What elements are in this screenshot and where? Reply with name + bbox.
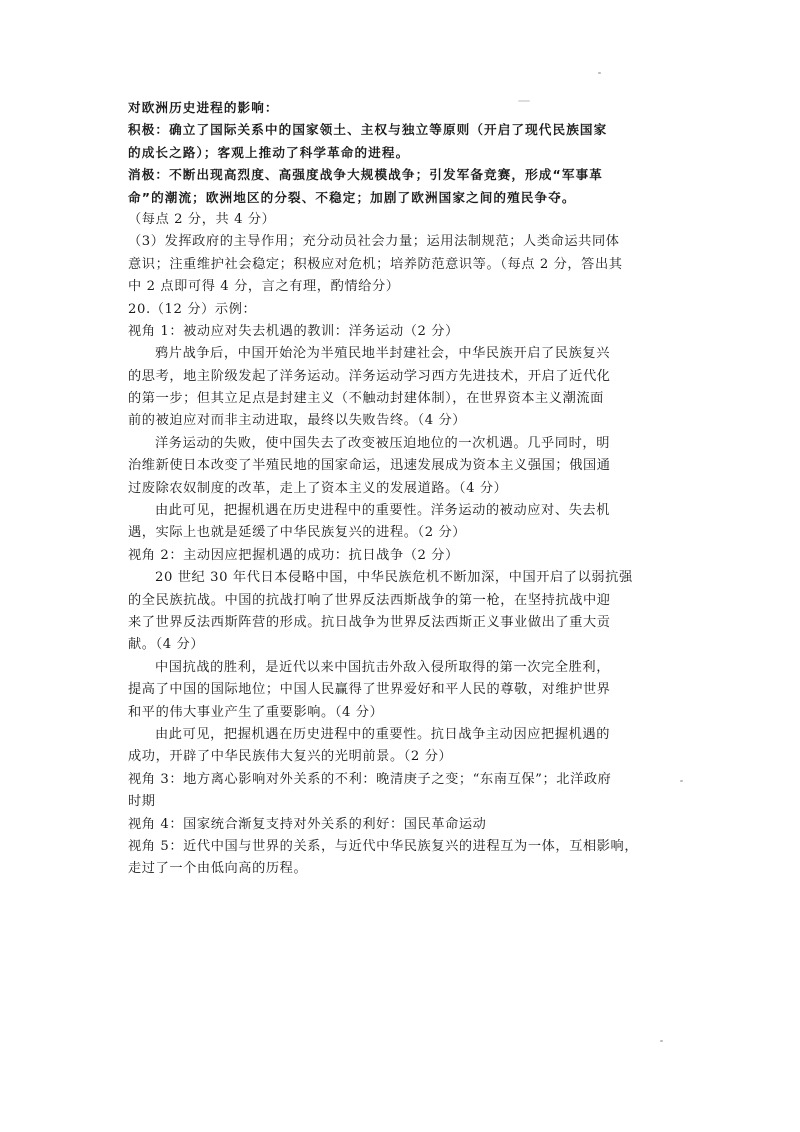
text-line: 和平的伟大事业产生了重要影响。（4 分） (128, 704, 384, 720)
text-line: 时期 (128, 794, 156, 810)
scan-speck (680, 780, 683, 782)
text-line: 过废除农奴制度的改革，走上了资本主义的发展道路。（4 分） (128, 480, 508, 496)
text-line: 来了世界反法西斯阵营的形成。抗日战争为世界反法西斯正义事业做出了重大贡 (128, 614, 611, 630)
text-line: 的全民族抗战。中国的抗战打响了世界反法西斯战争的第一枪，在坚持抗战中迎 (128, 592, 611, 608)
text-line: 的思考，地主阶级发起了洋务运动。洋务运动学习西方先进技术，开启了近代化 (128, 368, 611, 384)
text-line: 的成长之路）；客观上推动了科学革命的进程。 (128, 144, 410, 160)
text-line: 命”的潮流；欧洲地区的分裂、不稳定；加剧了欧洲国家之间的殖民争夺。 (128, 189, 576, 205)
text-line: 视角 1：被动应对失去机遇的教训：洋务运动（2 分） (128, 323, 459, 339)
text-line: 前的被迫应对而非主动进取，最终以失败告终。（4 分） (128, 413, 467, 429)
text-line: 20.（12 分）示例： (128, 301, 257, 317)
text-line: 视角 5：近代中国与世界的关系，与近代中华民族复兴的进程互为一体，互相影响， (128, 838, 639, 854)
text-line: 积极：确立了国际关系中的国家领土、主权与独立等原则（开启了现代民族国家 (128, 122, 608, 138)
text-line: 洋务运动的失败，使中国失去了改变被压迫地位的一次机遇。几乎同时，明 (155, 435, 610, 451)
text-line: 的第一步；但其立足点是封建主义（不触动封建体制），在世界资本主义潮流面 (128, 391, 604, 407)
text-line: 中国抗战的胜利，是近代以来中国抗击外敌入侵所取得的第一次完全胜利， (155, 659, 610, 675)
text-line: 治维新使日本改变了半殖民地的国家命运，迅速发展成为资本主义强国；俄国通 (128, 458, 611, 474)
scan-speck (598, 72, 601, 74)
text-line: 视角 2：主动因应把握机遇的成功：抗日战争（2 分） (128, 547, 459, 563)
text-line: 消极：不断出现高烈度、高强度战争大规模战争；引发军备竞赛，形成“军事革 (128, 167, 603, 183)
text-line: 由此可见，把握机遇在历史进程中的重要性。洋务运动的被动应对、失去机 (155, 503, 610, 519)
text-line: 视角 3：地方离心影响对外关系的不利：晚清庚子之变；“东南互保”；北洋政府 (128, 771, 612, 787)
text-line: 提高了中国的国际地位；中国人民赢得了世界爱好和平人民的尊敬，对维护世界 (128, 682, 611, 698)
text-line: 对欧洲历史进程的影响： (128, 100, 279, 115)
text-line: 遇，实际上也就是延缓了中华民族复兴的进程。（2 分） (128, 525, 467, 541)
answer-text (128, 97, 668, 881)
text-line: 视角 4：国家统合渐复支持对外关系的利好：国民革命运动 (128, 816, 487, 832)
text-line: 鸦片战争后，中国开始沦为半殖民地半封建社会，中华民族开启了民族复兴 (155, 346, 610, 362)
scan-speck (660, 1040, 663, 1042)
text-line: 中 2 点即可得 4 分，言之有理，酌情给分） (128, 279, 400, 295)
text-line: 走过了一个由低向高的历程。 (128, 861, 308, 877)
text-line: 成功，开辟了中华民族伟大复兴的光明前景。（2 分） (128, 749, 453, 765)
text-line: （3）发挥政府的主导作用；充分动员社会力量；运用法制规范；人类命运共同体 (128, 234, 620, 250)
text-line: 由此可见，把握机遇在历史进程中的重要性。抗日战争主动因应把握机遇的 (155, 726, 610, 742)
text-line: （每点 2 分，共 4 分） (128, 211, 276, 227)
text-line: 意识；注重维护社会稳定；积极应对危机；培养防范意识等。（每点 2 分，答出其 (128, 256, 623, 272)
text-line: 献。（4 分） (128, 637, 205, 653)
text-line: 20 世纪 30 年代日本侵略中国，中华民族危机不断加深，中国开启了以弱抗强 (155, 570, 633, 586)
